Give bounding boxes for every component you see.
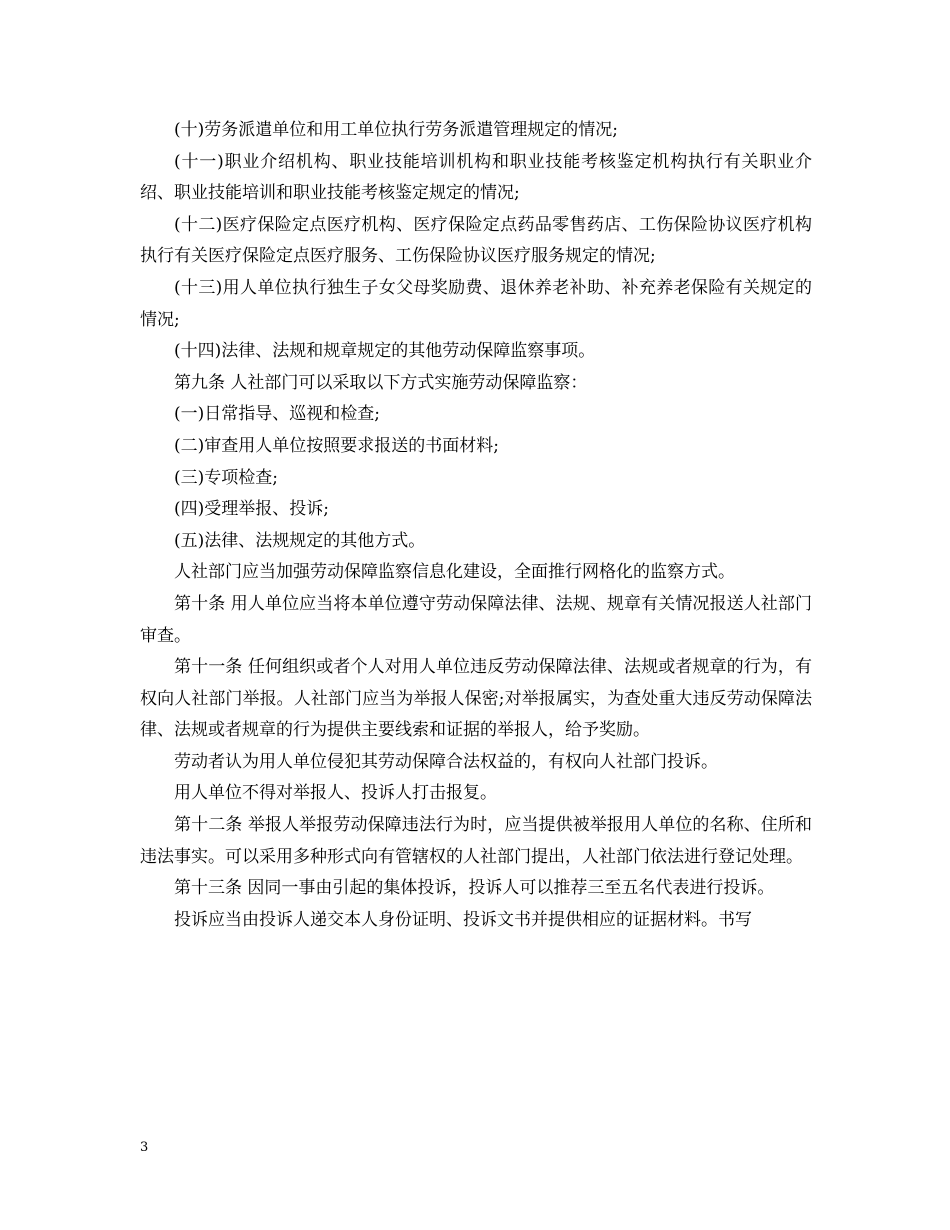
article-10: 第十条 用人单位应当将本单位遵守劳动保障法律、法规、规章有关情况报送人社部门审查。 — [140, 593, 812, 646]
informatization-paragraph: 人社部门应当加强劳动保障监察信息化建设，全面推行网格化的监察方式。 — [174, 562, 735, 583]
paragraph-item-10: (十)劳务派遣单位和用工单位执行劳务派遣管理规定的情况; — [174, 120, 618, 140]
article-9: 第九条 人社部门可以采取以下方式实施劳动保障监察： — [174, 372, 588, 393]
complaint-right-paragraph: 劳动者认为用人单位侵犯其劳动保障合法权益的，有权向人社部门投诉。 — [174, 751, 718, 772]
paragraph-item-14: (十四)法律、法规和规章规定的其他劳动保障监察事项。 — [174, 341, 596, 362]
method-item-5: (五)法律、法规规定的其他方式。 — [174, 530, 426, 551]
no-retaliation-paragraph: 用人单位不得对举报人、投诉人打击报复。 — [174, 783, 497, 804]
paragraph-item-11: (十一)职业介绍机构、职业技能培训机构和职业技能考核鉴定机构执行有关职业介绍、职业技能培训和职业技能考核鉴定规定的情况; — [140, 151, 812, 204]
complaint-materials-paragraph: 投诉应当由投诉人递交本人身份证明、投诉文书并提供相应的证据材料。书写 — [174, 909, 752, 930]
page-number: 3 — [140, 1140, 149, 1155]
paragraph-item-13: (十三)用人单位执行独生子女父母奖励费、退休养老补助、补充养老保险有关规定的情况; — [140, 277, 812, 330]
article-13: 第十三条 因同一事由引起的集体投诉，投诉人可以推荐三至五名代表进行投诉。 — [174, 878, 775, 899]
method-item-1: (一)日常指导、巡视和检查; — [174, 404, 380, 425]
method-item-4: (四)受理举报、投诉; — [174, 499, 329, 520]
paragraph-item-12: (十二)医疗保险定点医疗机构、医疗保险定点药品零售药店、工伤保险协议医疗机构执行有关医疗保险定点医疗服务、工伤保险协议医疗服务规定的情况; — [140, 214, 812, 267]
method-item-3: (三)专项检查; — [174, 467, 278, 488]
method-item-2: (二)审查用人单位按照要求报送的书面材料; — [174, 435, 499, 456]
document-body — [140, 115, 812, 936]
article-12: 第十二条 举报人举报劳动保障违法行为时，应当提供被举报用人单位的名称、住所和违法事实。可以采用多种形式向有管辖权的人社部门提出，人社部门依法进行登记处理。 — [140, 815, 812, 867]
article-11: 第十一条 任何组织或者个人对用人单位违反劳动保障法律、法规或者规章的行为，有权向人社部门举报。人社部门应当为举报人保密;对举报属实，为查处重大违反劳动保障法律、法规或者规章的行为提供主要线索和证据的举报人，给予奖励。 — [140, 657, 812, 741]
